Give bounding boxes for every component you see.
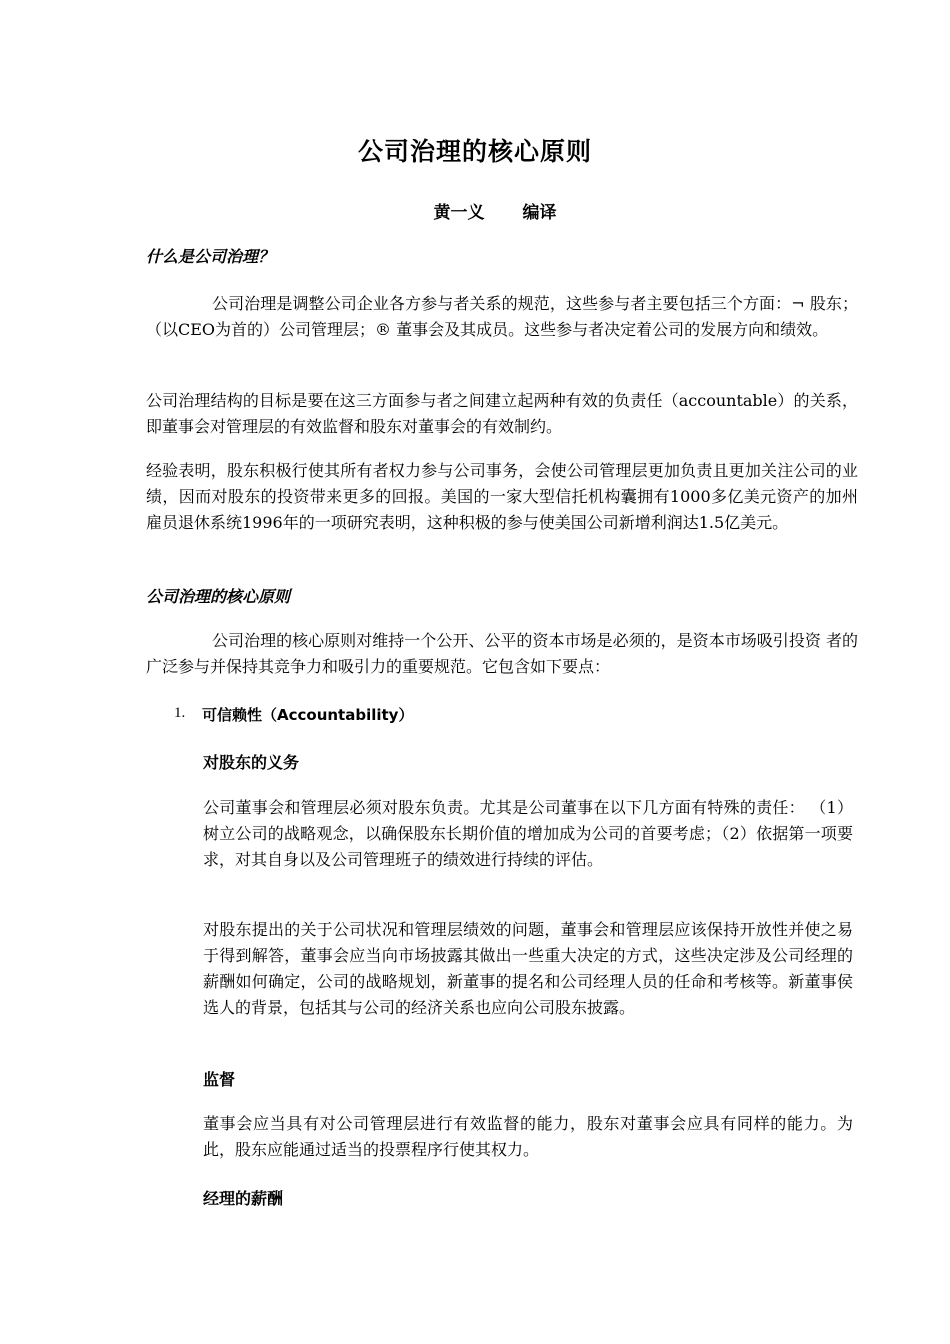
subheading-manager-compensation: 经理的薪酬 (203, 1189, 284, 1208)
paragraph-core-intro: 公司治理的核心原则对维持一个公开、公平的资本市场是必须的，是资本市场吸引投资 者的广泛参与并保持其竞争力和吸引力的重要规范。它包含如下要点： (146, 631, 858, 676)
list-item-accountability: 可信赖性（Accountability） (202, 706, 414, 724)
author-line (0, 198, 950, 223)
paragraph-duty-1: 公司董事会和管理层必须对股东负责。尤其是公司董事在以下几方面有特殊的责任： （1）树立公司的战略观念，以确保股东长期价值的增加成为公司的首要考虑；（2）依据第一项要求，对其自身以及公司管理班子的绩效进行持续的评估。 (203, 798, 853, 869)
paragraph-supervision: 董事会应当具有对公司管理层进行有效监督的能力，股东对董事会应具有同样的能力。为此，股东应能通过适当的投票程序行使其权力。 (203, 1114, 853, 1159)
author-role: 编译 (522, 203, 557, 223)
paragraph-goal: 公司治理结构的目标是要在这三方面参与者之间建立起两种有效的负责任（accountable）的关系，即董事会对管理层的有效监督和股东对董事会的有效制约。 (146, 391, 858, 436)
paragraph-duty-2: 对股东提出的关于公司状况和管理层绩效的问题，董事会和管理层应该保持开放性并使之易于得到解答，董事会应当向市场披露其做出一些重大决定的方式，这些决定涉及公司经理的薪酬如何确定，公司的战略规划，新董事的提名和公司经理人员的任命和考核等。新董事侯选人的背景，包括其与公司的经济关系也应向公司股东披露。 (203, 920, 853, 1017)
paragraph-definition: 公司治理是调整公司企业各方参与者关系的规范，这些参与者主要包括三个方面：¬ 股东； （以CEO为首的）公司管理层；® 董事会及其成员。这些参与者决定着公司的发展方向和绩效。 (146, 294, 858, 339)
author-name: 黄一义 (433, 203, 485, 223)
document-title: 公司治理的核心原则 (357, 137, 592, 166)
section-heading-what-is-governance: 什么是公司治理？ (146, 247, 275, 266)
subheading-supervision: 监督 (203, 1070, 236, 1089)
section-heading-core-principles: 公司治理的核心原则 (146, 587, 291, 606)
list-item-number: 1. (174, 705, 186, 721)
paragraph-experience: 经验表明，股东积极行使其所有者权力参与公司事务，会使公司管理层更加负责且更加关注公司的业绩，因而对股东的投资带来更多的回报。美国的一家大型信托机构囊拥有1000多亿美元资产的加州雇员退休系统1996年的一项研究表明，这种积极的参与使美国公司新增利润达1.5亿美元。 (146, 461, 858, 532)
subheading-duty-to-shareholders: 对股东的义务 (203, 753, 300, 772)
